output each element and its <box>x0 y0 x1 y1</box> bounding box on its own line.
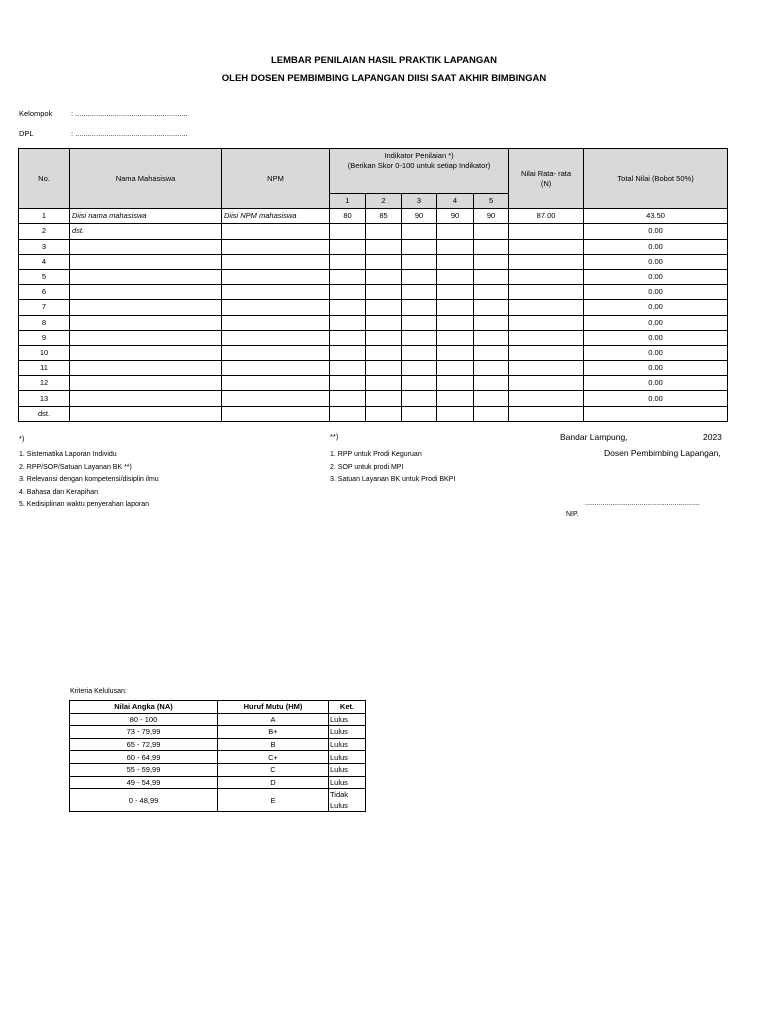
table-row <box>19 406 728 421</box>
row-npm[interactable] <box>222 224 330 239</box>
row-nilai-rata <box>509 376 584 391</box>
row-npm[interactable] <box>222 315 330 330</box>
row-nama-mahasiswa[interactable] <box>70 269 222 284</box>
dpl-label: DPL <box>19 129 34 138</box>
note-indikator-item: 1. Sistematika Laporan Individu <box>19 451 117 458</box>
row-npm[interactable] <box>222 391 330 406</box>
notes-prodi-list <box>330 449 455 487</box>
kriteria-ket: Lulus <box>329 751 366 764</box>
row-skor-3[interactable] <box>402 315 437 330</box>
table-row <box>19 239 728 254</box>
row-skor-2[interactable] <box>366 224 402 239</box>
header-nama-mahasiswa: Nama Mahasiswa <box>70 149 222 209</box>
row-skor-3[interactable] <box>402 361 437 376</box>
kriteria-row <box>70 763 366 776</box>
header-total-nilai: Total Nilai (Bobot 50%) <box>584 149 728 209</box>
row-no: 8 <box>19 315 70 330</box>
row-skor-4[interactable] <box>437 300 474 315</box>
row-skor-3[interactable] <box>402 391 437 406</box>
note-prodi-item: 1. RPP untuk Prodi Keguruan <box>330 451 422 458</box>
row-skor-2[interactable] <box>366 254 402 269</box>
header-no: No. <box>19 149 70 209</box>
row-nama-mahasiswa[interactable] <box>70 330 222 345</box>
row-no: 13 <box>19 391 70 406</box>
row-skor-5[interactable] <box>474 406 509 421</box>
row-total-nilai: 0.00 <box>584 300 728 315</box>
row-nilai-rata <box>509 345 584 360</box>
kriteria-header-hm: Huruf Mutu (HM) <box>218 701 329 714</box>
row-skor-5[interactable] <box>474 224 509 239</box>
table-row <box>19 209 728 224</box>
row-total-nilai: 0.00 <box>584 285 728 300</box>
row-skor-5[interactable] <box>474 361 509 376</box>
row-nama-mahasiswa[interactable] <box>70 391 222 406</box>
row-total-nilai: 0.00 <box>584 391 728 406</box>
row-skor-2[interactable] <box>366 345 402 360</box>
row-skor-5[interactable] <box>474 300 509 315</box>
header-nilai-rata-symbol: (N) <box>540 178 552 188</box>
row-skor-1[interactable] <box>330 239 366 254</box>
row-nilai-rata <box>509 330 584 345</box>
row-no: 1 <box>19 209 70 224</box>
assessment-table <box>18 148 728 422</box>
row-npm[interactable] <box>222 376 330 391</box>
row-nilai-rata <box>509 239 584 254</box>
row-npm[interactable] <box>222 406 330 421</box>
row-npm[interactable] <box>222 254 330 269</box>
kriteria-na: 73 - 79,99 <box>70 726 218 739</box>
row-no: 3 <box>19 239 70 254</box>
row-total-nilai: 0.00 <box>584 330 728 345</box>
row-total-nilai: 0.00 <box>584 345 728 360</box>
row-npm[interactable] <box>222 361 330 376</box>
row-skor-1[interactable]: 80 <box>330 209 366 224</box>
kriteria-row <box>70 776 366 789</box>
table-row <box>19 300 728 315</box>
row-nama-mahasiswa[interactable] <box>70 361 222 376</box>
row-skor-1[interactable] <box>330 300 366 315</box>
header-nilai-rata <box>509 149 584 209</box>
kriteria-ket: Lulus <box>329 776 366 789</box>
signature-role: Dosen Pembimbing Lapangan, <box>604 448 721 458</box>
row-nama-mahasiswa[interactable]: Diisi nama mahasiswa <box>70 209 222 224</box>
page-subtitle: OLEH DOSEN PEMBIMBING LAPANGAN DIISI SAAT AKHIR BIMBINGAN <box>221 73 547 84</box>
header-indikator-4: 4 <box>437 194 474 209</box>
header-indikator-title: Indikator Penilaian *) <box>384 151 454 160</box>
row-nama-mahasiswa[interactable] <box>70 406 222 421</box>
note-indikator-item: 5. Kedisiplinan waktu penyerahan laporan <box>19 501 149 508</box>
row-skor-1[interactable] <box>330 285 366 300</box>
row-no: 9 <box>19 330 70 345</box>
kriteria-row <box>70 751 366 764</box>
kriteria-hm: D <box>218 776 329 789</box>
row-skor-5[interactable] <box>474 285 509 300</box>
row-skor-1[interactable] <box>330 224 366 239</box>
row-skor-2[interactable] <box>366 269 402 284</box>
row-skor-2[interactable] <box>366 361 402 376</box>
row-skor-5[interactable] <box>474 254 509 269</box>
row-total-nilai: 0.00 <box>584 376 728 391</box>
table-row <box>19 224 728 239</box>
row-skor-3[interactable] <box>402 376 437 391</box>
row-nama-mahasiswa[interactable]: dst. <box>70 224 222 239</box>
row-skor-3[interactable] <box>402 345 437 360</box>
table-row <box>19 269 728 284</box>
table-row <box>19 315 728 330</box>
page-title: LEMBAR PENILAIAN HASIL PRAKTIK LAPANGAN <box>270 55 498 66</box>
header-indikator-hint: (Berikan Skor 0-100 untuk setiap Indikator) <box>347 161 491 170</box>
row-skor-4[interactable]: 90 <box>437 209 474 224</box>
row-nama-mahasiswa[interactable] <box>70 285 222 300</box>
row-skor-1[interactable] <box>330 391 366 406</box>
row-nilai-rata <box>509 285 584 300</box>
signature-year: 2023 <box>703 432 722 442</box>
row-skor-3[interactable] <box>402 269 437 284</box>
row-skor-3[interactable] <box>402 254 437 269</box>
row-nilai-rata <box>509 269 584 284</box>
notes-indikator-marker: *) <box>19 434 25 443</box>
note-prodi-item: 2. SOP untuk prodi MPI <box>330 463 404 471</box>
row-skor-2[interactable] <box>366 391 402 406</box>
kriteria-row <box>70 789 366 812</box>
notes-prodi-marker: **) <box>330 432 339 441</box>
row-skor-3[interactable] <box>402 224 437 239</box>
kriteria-na: 0 - 48,99 <box>70 789 218 812</box>
row-total-nilai: 0.00 <box>584 224 728 239</box>
note-prodi-item: 3. Satuan Layanan BK untuk Prodi BKPI <box>330 476 456 483</box>
row-skor-5[interactable] <box>474 376 509 391</box>
kriteria-ket: Lulus <box>329 726 366 739</box>
row-skor-1[interactable] <box>330 361 366 376</box>
row-skor-2[interactable] <box>366 285 402 300</box>
kriteria-hm: E <box>218 789 329 812</box>
note-indikator-item: 2. RPP/SOP/Satuan Layanan BK **) <box>19 463 132 471</box>
notes-indikator-list <box>19 449 159 512</box>
row-skor-1[interactable] <box>330 330 366 345</box>
kriteria-na: 60 - 64,99 <box>70 751 218 764</box>
row-no: 5 <box>19 269 70 284</box>
row-skor-3[interactable] <box>402 330 437 345</box>
row-nama-mahasiswa[interactable] <box>70 376 222 391</box>
kriteria-ket: Lulus <box>329 713 366 726</box>
kriteria-hm: B+ <box>218 726 329 739</box>
row-total-nilai: 0.00 <box>584 254 728 269</box>
row-skor-2[interactable] <box>366 330 402 345</box>
row-skor-3[interactable]: 90 <box>402 209 437 224</box>
row-npm[interactable] <box>222 285 330 300</box>
row-skor-3[interactable] <box>402 285 437 300</box>
row-no: 6 <box>19 285 70 300</box>
row-nama-mahasiswa[interactable] <box>70 239 222 254</box>
row-nama-mahasiswa[interactable] <box>70 300 222 315</box>
row-nilai-rata <box>509 300 584 315</box>
kriteria-hm: C+ <box>218 751 329 764</box>
row-skor-5[interactable]: 90 <box>474 209 509 224</box>
row-skor-4[interactable] <box>437 239 474 254</box>
kelompok-field[interactable]: : ...................................................... <box>71 109 188 118</box>
header-npm: NPM <box>222 149 330 209</box>
row-skor-2[interactable] <box>366 406 402 421</box>
row-skor-4[interactable] <box>437 391 474 406</box>
kriteria-row <box>70 713 366 726</box>
header-indikator-1: 1 <box>330 194 366 209</box>
row-no: dst. <box>19 406 70 421</box>
table-row <box>19 254 728 269</box>
row-skor-4[interactable] <box>437 361 474 376</box>
row-skor-2[interactable] <box>366 376 402 391</box>
row-skor-2[interactable] <box>366 300 402 315</box>
row-total-nilai: 43.50 <box>584 209 728 224</box>
kriteria-header-na: Nilai Angka (NA) <box>70 701 218 714</box>
kriteria-ket: Lulus <box>329 738 366 751</box>
row-no: 11 <box>19 361 70 376</box>
row-skor-2[interactable] <box>366 239 402 254</box>
row-total-nilai: 0.00 <box>584 315 728 330</box>
row-skor-3[interactable] <box>402 406 437 421</box>
row-nilai-rata <box>509 315 584 330</box>
dpl-field[interactable]: : ...................................................... <box>71 129 188 138</box>
kriteria-ket: Lulus <box>329 763 366 776</box>
row-skor-5[interactable] <box>474 330 509 345</box>
row-npm[interactable] <box>222 300 330 315</box>
row-nilai-rata <box>509 361 584 376</box>
row-skor-5[interactable] <box>474 239 509 254</box>
row-nama-mahasiswa[interactable] <box>70 315 222 330</box>
row-nama-mahasiswa[interactable] <box>70 254 222 269</box>
table-row <box>19 330 728 345</box>
row-skor-2[interactable]: 85 <box>366 209 402 224</box>
row-skor-4[interactable] <box>437 224 474 239</box>
row-total-nilai: 0.00 <box>584 239 728 254</box>
row-skor-4[interactable] <box>437 345 474 360</box>
row-skor-3[interactable] <box>402 239 437 254</box>
table-row <box>19 285 728 300</box>
row-skor-1[interactable] <box>330 315 366 330</box>
row-total-nilai <box>584 406 728 421</box>
row-skor-4[interactable] <box>437 406 474 421</box>
row-npm[interactable] <box>222 330 330 345</box>
row-no: 12 <box>19 376 70 391</box>
row-skor-4[interactable] <box>437 330 474 345</box>
header-indikator-2: 2 <box>366 194 402 209</box>
signature-place: Bandar Lampung, <box>560 432 628 442</box>
table-row <box>19 345 728 360</box>
note-indikator-item: 3. Relevansi dengan kompetensi/disiplin ilmu <box>19 476 159 483</box>
row-no: 2 <box>19 224 70 239</box>
row-no: 7 <box>19 300 70 315</box>
kelompok-label: Kelompok <box>19 109 53 118</box>
row-nilai-rata <box>509 391 584 406</box>
row-total-nilai: 0.00 <box>584 269 728 284</box>
row-skor-5[interactable] <box>474 345 509 360</box>
row-skor-1[interactable] <box>330 345 366 360</box>
row-npm[interactable] <box>222 239 330 254</box>
row-skor-3[interactable] <box>402 300 437 315</box>
header-indikator-3: 3 <box>402 194 437 209</box>
signature-nip: NIP. <box>566 511 579 518</box>
table-row <box>19 376 728 391</box>
row-no: 10 <box>19 345 70 360</box>
row-npm[interactable] <box>222 269 330 284</box>
signature-line: ........................................................... <box>585 500 700 507</box>
row-nilai-rata <box>509 224 584 239</box>
row-skor-4[interactable] <box>437 285 474 300</box>
table-row <box>19 361 728 376</box>
row-skor-4[interactable] <box>437 376 474 391</box>
kriteria-row <box>70 738 366 751</box>
kriteria-hm: C <box>218 763 329 776</box>
row-skor-1[interactable] <box>330 269 366 284</box>
row-skor-5[interactable] <box>474 315 509 330</box>
row-nilai-rata <box>509 254 584 269</box>
kriteria-table <box>69 700 366 812</box>
row-skor-2[interactable] <box>366 315 402 330</box>
kriteria-na: 55 - 59,99 <box>70 763 218 776</box>
row-nilai-rata <box>509 406 584 421</box>
row-npm[interactable] <box>222 345 330 360</box>
kriteria-hm: A <box>218 713 329 726</box>
row-skor-4[interactable] <box>437 315 474 330</box>
header-indikator-5: 5 <box>474 194 509 209</box>
kriteria-na: 49 - 54,99 <box>70 776 218 789</box>
row-total-nilai: 0.00 <box>584 361 728 376</box>
note-indikator-item: 4. Bahasa dan Kerapihan <box>19 488 99 496</box>
row-no: 4 <box>19 254 70 269</box>
kriteria-row <box>70 726 366 739</box>
row-skor-4[interactable] <box>437 269 474 284</box>
row-skor-4[interactable] <box>437 254 474 269</box>
kriteria-na: 80 - 100 <box>70 713 218 726</box>
kriteria-ket: Tidak Lulus <box>329 789 366 812</box>
row-nama-mahasiswa[interactable] <box>70 345 222 360</box>
kriteria-title: Kriteria Kelulusan: <box>70 688 127 695</box>
row-skor-1[interactable] <box>330 254 366 269</box>
row-skor-1[interactable] <box>330 376 366 391</box>
row-skor-1[interactable] <box>330 406 366 421</box>
row-skor-5[interactable] <box>474 269 509 284</box>
row-skor-5[interactable] <box>474 391 509 406</box>
header-nilai-rata-label: Nilai Rata- rata <box>521 168 572 178</box>
kriteria-na: 65 - 72,99 <box>70 738 218 751</box>
kriteria-header-ket: Ket. <box>329 701 366 714</box>
kriteria-hm: B <box>218 738 329 751</box>
header-indikator <box>330 149 509 194</box>
row-nilai-rata: 87.00 <box>509 209 584 224</box>
table-row <box>19 391 728 406</box>
row-npm[interactable]: Diisi NPM mahasiswa <box>222 209 330 224</box>
